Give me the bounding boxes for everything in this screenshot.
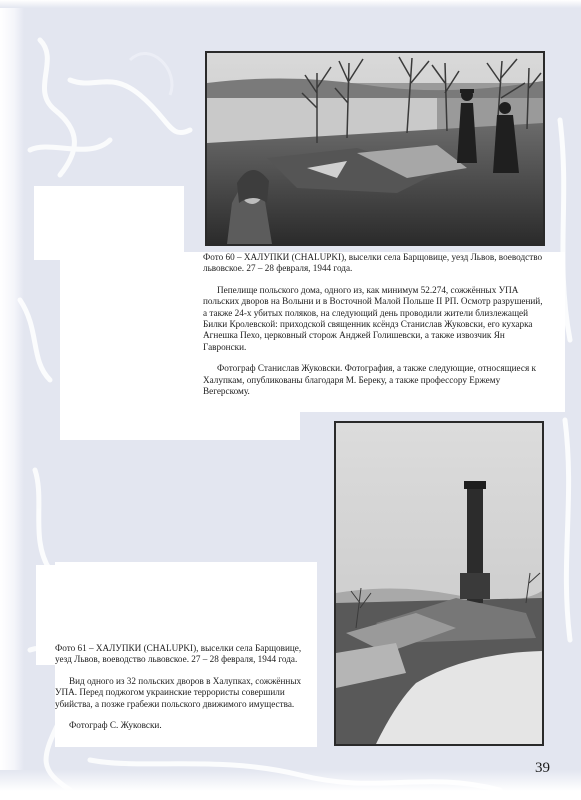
photo-1-caption	[203, 252, 548, 397]
photo-2-caption-title: Фото 61 – ХАЛУПКИ (CHALUPKI), выселки села Барщовице, уезд Львов, воеводство львовское. 27 – 28 февраля, 1944 года.	[55, 643, 302, 665]
photo-1-caption-credit: Фотограф Станислав Жуковски. Фотография, а также следующие, относящиеся к Халупкам, опубликованы благодаря М. Береку, а также профессору Ержему Вегерскому.	[203, 363, 536, 397]
photo-2-caption	[55, 643, 317, 731]
photo-2-caption-paragraph: Вид одного из 32 польских дворов в Халупках, сожжённых УПА. Перед поджогом украинские террористы совершили убийства, а позже грабежи польского движимого имущества.	[55, 675, 302, 709]
white-text-panel	[34, 186, 184, 260]
page-number: 39	[535, 760, 550, 776]
white-text-panel	[60, 405, 300, 440]
photo-2-caption-credit: Фотограф С. Жуковски.	[69, 720, 162, 731]
photo-1-caption-title: Фото 60 – ХАЛУПКИ (CHALUPKI), выселки села Барщовице, уезд Львов, воеводство львовское. 27 – 28 февраля, 1944 года.	[203, 252, 543, 274]
photo-burnt-homestead	[205, 51, 545, 246]
photo-1-caption-paragraph: Пепелище польского дома, одного из, как минимум 52.274, сожжённых УПА польских дворов на Волыни и в Восточной Малой Польше II РП. Осмотр разрушений, а также 24-х убитых поляков, на следующий день проводили жители близлежащей Билки Кролевской: приходской священник ксёндз Станислав Жуковски, его кухарка Агнешка Пехо, церковный сторож Анджей Голишевски, а также извозчик Ян Гавронски.	[203, 284, 543, 352]
photo-chimney-ruins	[334, 421, 544, 746]
